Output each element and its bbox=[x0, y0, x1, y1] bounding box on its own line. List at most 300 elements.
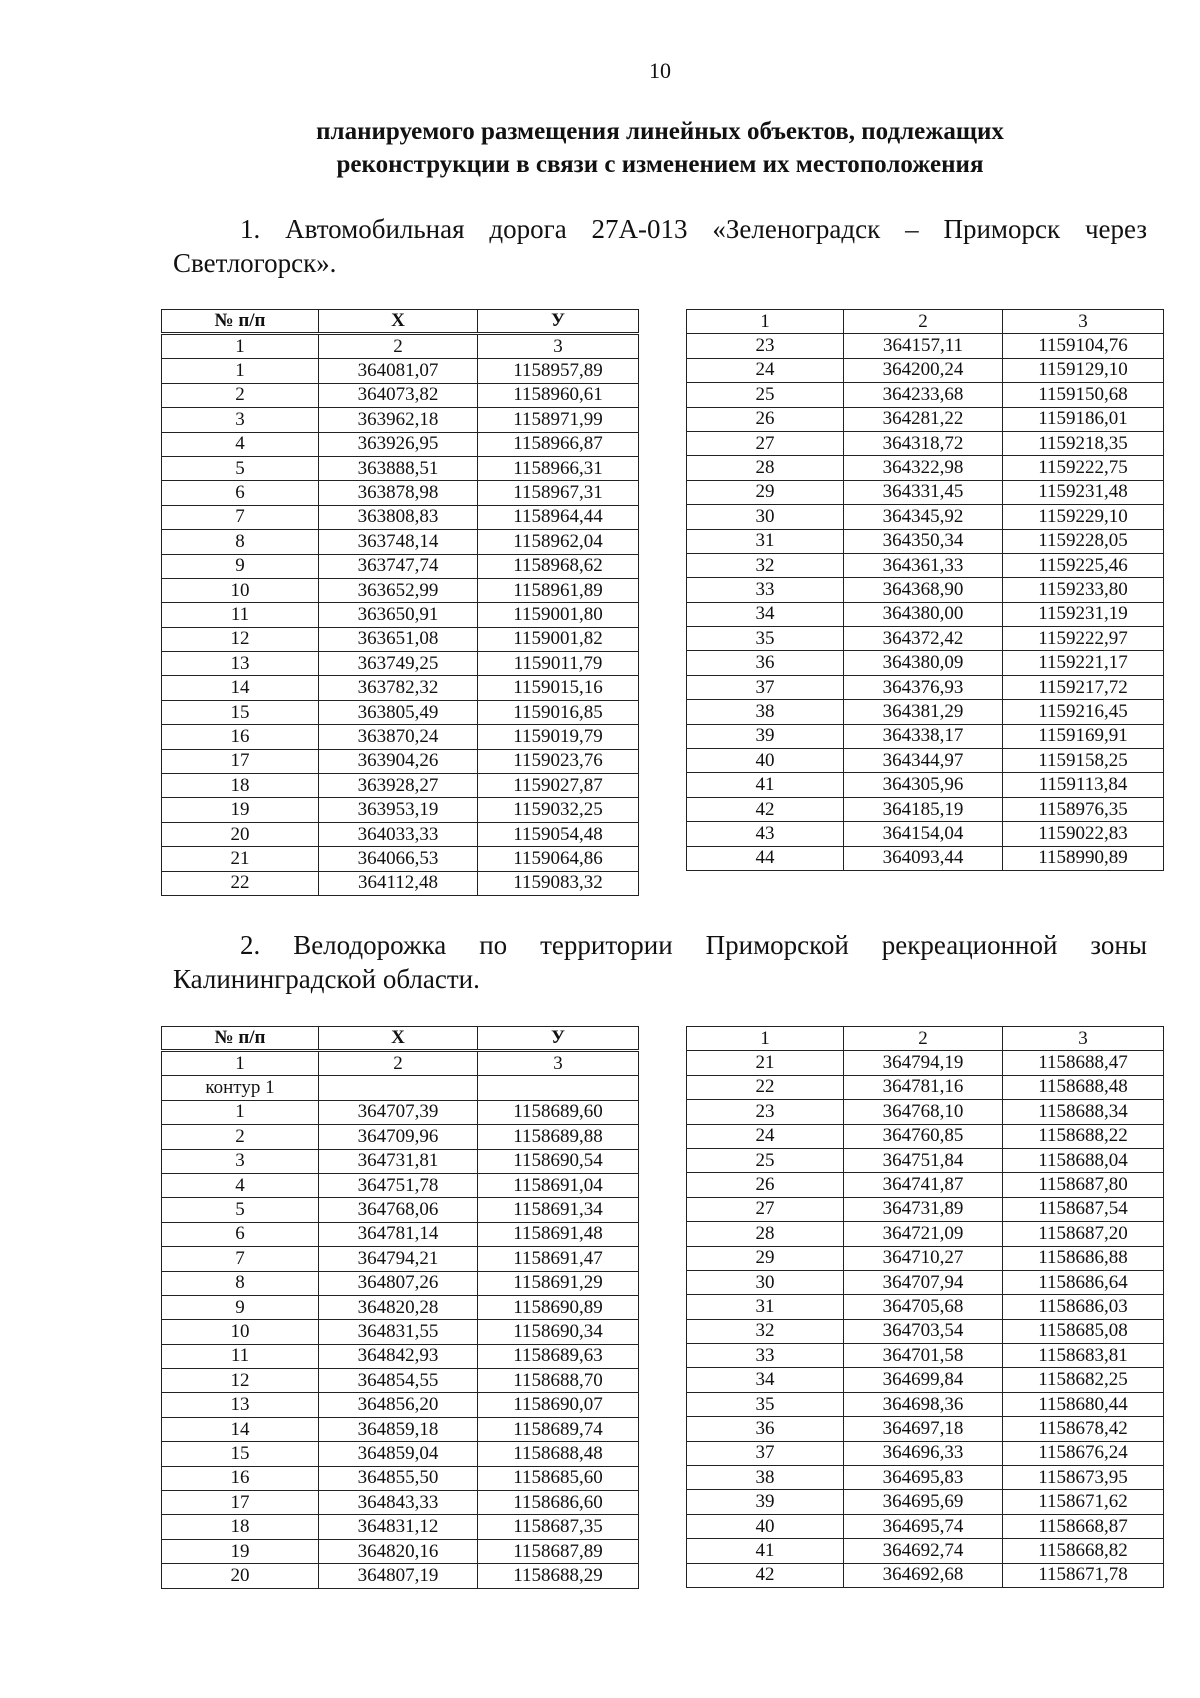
table-row bbox=[687, 1124, 1164, 1148]
x-coordinate: 363878,98 bbox=[319, 481, 478, 505]
x-coordinate: 364350,34 bbox=[844, 529, 1003, 553]
table-row bbox=[162, 1271, 639, 1295]
y-coordinate: 1159083,32 bbox=[478, 871, 639, 895]
table-row bbox=[162, 359, 639, 383]
heading-line-1: планируемого размещения линейных объектов, подлежащих bbox=[316, 118, 1004, 145]
point-number: 43 bbox=[687, 822, 844, 846]
column-number: 1 bbox=[687, 1027, 844, 1051]
table-row bbox=[687, 383, 1164, 407]
section-2-title-line-2: Калининградской области. bbox=[173, 964, 480, 994]
table-row bbox=[162, 481, 639, 505]
x-coordinate: 364807,19 bbox=[319, 1564, 478, 1588]
contour-row bbox=[162, 1076, 639, 1100]
x-coordinate: 364033,33 bbox=[319, 822, 478, 846]
x-coordinate: 363749,25 bbox=[319, 652, 478, 676]
y-coordinate: 1158687,80 bbox=[1003, 1173, 1164, 1197]
x-coordinate: 364368,90 bbox=[844, 578, 1003, 602]
table-row bbox=[687, 1514, 1164, 1538]
point-number: 35 bbox=[687, 1392, 844, 1416]
point-number: 17 bbox=[162, 749, 319, 773]
x-coordinate: 364281,22 bbox=[844, 407, 1003, 431]
y-coordinate: 1159022,83 bbox=[1003, 822, 1164, 846]
x-coordinate: 363926,95 bbox=[319, 432, 478, 456]
table-row bbox=[162, 749, 639, 773]
column-number: 2 bbox=[319, 1051, 478, 1076]
point-number: 7 bbox=[162, 505, 319, 529]
point-number: 34 bbox=[687, 1368, 844, 1392]
table-row bbox=[162, 1198, 639, 1222]
y-coordinate: 1158990,89 bbox=[1003, 846, 1164, 870]
x-coordinate: 364696,33 bbox=[844, 1441, 1003, 1465]
y-coordinate: 1159231,48 bbox=[1003, 480, 1164, 504]
table-row bbox=[687, 553, 1164, 577]
y-coordinate: 1158668,82 bbox=[1003, 1539, 1164, 1563]
x-coordinate: 364695,74 bbox=[844, 1514, 1003, 1538]
y-coordinate: 1158676,24 bbox=[1003, 1441, 1164, 1465]
point-number: 29 bbox=[687, 1246, 844, 1270]
x-coordinate: 364185,19 bbox=[844, 797, 1003, 821]
column-number: 3 bbox=[1003, 1027, 1164, 1051]
table-row bbox=[162, 456, 639, 480]
point-number: 6 bbox=[162, 481, 319, 505]
table-row bbox=[162, 774, 639, 798]
y-coordinate: 1158687,54 bbox=[1003, 1197, 1164, 1221]
x-coordinate: 364831,12 bbox=[319, 1515, 478, 1539]
point-number: 1 bbox=[162, 359, 319, 383]
x-coordinate: 364318,72 bbox=[844, 431, 1003, 455]
table-row bbox=[162, 1564, 639, 1588]
point-number: 27 bbox=[687, 431, 844, 455]
point-number: 10 bbox=[162, 1320, 319, 1344]
table-row bbox=[162, 798, 639, 822]
x-coordinate: 363962,18 bbox=[319, 408, 478, 432]
x-coordinate: 364154,04 bbox=[844, 822, 1003, 846]
x-coordinate: 364093,44 bbox=[844, 846, 1003, 870]
y-coordinate: 1159064,86 bbox=[478, 847, 639, 871]
table-row bbox=[687, 529, 1164, 553]
point-number: 1 bbox=[162, 1100, 319, 1124]
table-row bbox=[687, 1319, 1164, 1343]
table-row bbox=[162, 1125, 639, 1149]
table-row bbox=[162, 1320, 639, 1344]
point-number: 40 bbox=[687, 749, 844, 773]
point-number: 12 bbox=[162, 1369, 319, 1393]
point-number: 8 bbox=[162, 530, 319, 554]
y-coordinate: 1159129,10 bbox=[1003, 358, 1164, 382]
point-number: 36 bbox=[687, 1417, 844, 1441]
table-row bbox=[162, 1417, 639, 1441]
table-row bbox=[687, 724, 1164, 748]
x-coordinate: 364768,10 bbox=[844, 1100, 1003, 1124]
table-row bbox=[162, 700, 639, 724]
y-coordinate: 1158690,07 bbox=[478, 1393, 639, 1417]
table-row bbox=[687, 627, 1164, 651]
x-coordinate: 364794,21 bbox=[319, 1247, 478, 1271]
table-row bbox=[162, 871, 639, 895]
column-header: № п/п bbox=[162, 1027, 319, 1051]
point-number: 13 bbox=[162, 1393, 319, 1417]
y-coordinate: 1158668,87 bbox=[1003, 1514, 1164, 1538]
y-coordinate: 1158688,29 bbox=[478, 1564, 639, 1588]
point-number: 42 bbox=[687, 797, 844, 821]
table-row bbox=[162, 1100, 639, 1124]
table-row bbox=[687, 675, 1164, 699]
y-coordinate: 1159027,87 bbox=[478, 774, 639, 798]
table-row bbox=[687, 822, 1164, 846]
x-coordinate: 364345,92 bbox=[844, 505, 1003, 529]
table-row bbox=[687, 1344, 1164, 1368]
x-coordinate: 364233,68 bbox=[844, 383, 1003, 407]
x-coordinate: 363652,99 bbox=[319, 578, 478, 602]
y-coordinate: 1158689,60 bbox=[478, 1100, 639, 1124]
x-coordinate: 364073,82 bbox=[319, 383, 478, 407]
x-coordinate: 364843,33 bbox=[319, 1491, 478, 1515]
table-row bbox=[162, 530, 639, 554]
column-number-row bbox=[162, 1051, 639, 1076]
table-row bbox=[687, 1441, 1164, 1465]
x-coordinate: 364322,98 bbox=[844, 456, 1003, 480]
table-row bbox=[687, 334, 1164, 358]
y-coordinate: 1158688,22 bbox=[1003, 1124, 1164, 1148]
y-coordinate: 1158680,44 bbox=[1003, 1392, 1164, 1416]
x-coordinate: 364856,20 bbox=[319, 1393, 478, 1417]
x-coordinate: 363651,08 bbox=[319, 627, 478, 651]
table-row bbox=[162, 1295, 639, 1319]
y-coordinate: 1159150,68 bbox=[1003, 383, 1164, 407]
point-number: 36 bbox=[687, 651, 844, 675]
point-number: 9 bbox=[162, 1295, 319, 1319]
point-number: 17 bbox=[162, 1491, 319, 1515]
x-coordinate: 364820,16 bbox=[319, 1539, 478, 1563]
x-coordinate: 364710,27 bbox=[844, 1246, 1003, 1270]
table-header-row bbox=[162, 310, 639, 334]
table-row bbox=[162, 627, 639, 651]
column-header: № п/п bbox=[162, 310, 319, 334]
point-number: 11 bbox=[162, 1344, 319, 1368]
y-coordinate: 1158691,29 bbox=[478, 1271, 639, 1295]
y-coordinate: 1159023,76 bbox=[478, 749, 639, 773]
x-coordinate: 364709,96 bbox=[319, 1125, 478, 1149]
column-header: Х bbox=[319, 310, 478, 334]
x-coordinate: 364376,93 bbox=[844, 675, 1003, 699]
y-coordinate: 1159233,80 bbox=[1003, 578, 1164, 602]
table-row bbox=[162, 1515, 639, 1539]
section-1-title bbox=[173, 212, 1147, 280]
point-number: 15 bbox=[162, 1442, 319, 1466]
y-coordinate: 1158683,81 bbox=[1003, 1344, 1164, 1368]
x-coordinate: 364859,18 bbox=[319, 1417, 478, 1441]
y-coordinate: 1158688,47 bbox=[1003, 1051, 1164, 1075]
y-coordinate: 1158971,99 bbox=[478, 408, 639, 432]
table-row bbox=[162, 1247, 639, 1271]
point-number: 41 bbox=[687, 773, 844, 797]
point-number: 7 bbox=[162, 1247, 319, 1271]
point-number: 32 bbox=[687, 553, 844, 577]
x-coordinate: 364794,19 bbox=[844, 1051, 1003, 1075]
x-coordinate: 364707,39 bbox=[319, 1100, 478, 1124]
table-row bbox=[687, 456, 1164, 480]
y-coordinate: 1159229,10 bbox=[1003, 505, 1164, 529]
section-1-coordinates-table-right bbox=[686, 309, 1164, 871]
point-number: 24 bbox=[687, 1124, 844, 1148]
table-row bbox=[687, 358, 1164, 382]
y-coordinate: 1158691,04 bbox=[478, 1173, 639, 1197]
table-row bbox=[162, 603, 639, 627]
x-coordinate: 364855,50 bbox=[319, 1466, 478, 1490]
point-number: 33 bbox=[687, 578, 844, 602]
table-row bbox=[687, 480, 1164, 504]
point-number: 11 bbox=[162, 603, 319, 627]
y-coordinate: 1158964,44 bbox=[478, 505, 639, 529]
point-number: 31 bbox=[687, 1295, 844, 1319]
x-coordinate: 364751,78 bbox=[319, 1173, 478, 1197]
point-number: 16 bbox=[162, 1466, 319, 1490]
heading-line-2: реконструкции в связи с изменением их местоположения bbox=[336, 151, 984, 178]
table-row bbox=[162, 676, 639, 700]
point-number: 42 bbox=[687, 1563, 844, 1587]
point-number: 18 bbox=[162, 774, 319, 798]
y-coordinate: 1158688,04 bbox=[1003, 1148, 1164, 1172]
column-number-row bbox=[687, 1027, 1164, 1051]
y-coordinate: 1158962,04 bbox=[478, 530, 639, 554]
x-coordinate: 364200,24 bbox=[844, 358, 1003, 382]
y-coordinate: 1158686,88 bbox=[1003, 1246, 1164, 1270]
table-row bbox=[687, 1197, 1164, 1221]
y-coordinate: 1158685,60 bbox=[478, 1466, 639, 1490]
x-coordinate: 364731,81 bbox=[319, 1149, 478, 1173]
point-number: 28 bbox=[687, 456, 844, 480]
x-coordinate: 364361,33 bbox=[844, 553, 1003, 577]
point-number: 39 bbox=[687, 1490, 844, 1514]
point-number: 26 bbox=[687, 1173, 844, 1197]
point-number: 4 bbox=[162, 1173, 319, 1197]
x-coordinate: 364807,26 bbox=[319, 1271, 478, 1295]
x-coordinate: 364305,96 bbox=[844, 773, 1003, 797]
y-coordinate: 1159169,91 bbox=[1003, 724, 1164, 748]
x-coordinate: 363782,32 bbox=[319, 676, 478, 700]
table-row bbox=[687, 651, 1164, 675]
y-coordinate: 1159216,45 bbox=[1003, 700, 1164, 724]
y-coordinate: 1158689,63 bbox=[478, 1344, 639, 1368]
point-number: 18 bbox=[162, 1515, 319, 1539]
table-row bbox=[687, 1368, 1164, 1392]
point-number: 20 bbox=[162, 822, 319, 846]
point-number: 4 bbox=[162, 432, 319, 456]
table-row bbox=[687, 1466, 1164, 1490]
y-coordinate: 1158686,64 bbox=[1003, 1270, 1164, 1294]
table-row bbox=[162, 1442, 639, 1466]
table-row bbox=[687, 1563, 1164, 1587]
point-number: 9 bbox=[162, 554, 319, 578]
section-1-title-line-2: Светлогорск». bbox=[173, 248, 337, 278]
x-coordinate: 363904,26 bbox=[319, 749, 478, 773]
point-number: 22 bbox=[162, 871, 319, 895]
table-header-row bbox=[162, 1027, 639, 1051]
table-row bbox=[162, 1491, 639, 1515]
section-2-title bbox=[173, 928, 1147, 996]
y-coordinate: 1158688,48 bbox=[478, 1442, 639, 1466]
y-coordinate: 1159016,85 bbox=[478, 700, 639, 724]
table-row bbox=[687, 1295, 1164, 1319]
y-coordinate: 1159019,79 bbox=[478, 725, 639, 749]
table-row bbox=[162, 554, 639, 578]
table-row bbox=[687, 797, 1164, 821]
table-row bbox=[687, 1075, 1164, 1099]
point-number: 30 bbox=[687, 1270, 844, 1294]
point-number: 38 bbox=[687, 700, 844, 724]
table-row bbox=[687, 700, 1164, 724]
y-coordinate: 1158686,03 bbox=[1003, 1295, 1164, 1319]
column-number: 2 bbox=[844, 310, 1003, 334]
point-number: 35 bbox=[687, 627, 844, 651]
point-number: 5 bbox=[162, 1198, 319, 1222]
y-coordinate: 1159186,01 bbox=[1003, 407, 1164, 431]
empty-cell bbox=[319, 1076, 478, 1100]
point-number: 21 bbox=[687, 1051, 844, 1075]
table-row bbox=[162, 432, 639, 456]
y-coordinate: 1158686,60 bbox=[478, 1491, 639, 1515]
y-coordinate: 1159158,25 bbox=[1003, 749, 1164, 773]
table-row bbox=[687, 846, 1164, 870]
table-row bbox=[687, 1490, 1164, 1514]
column-number: 1 bbox=[162, 334, 319, 359]
empty-cell bbox=[478, 1076, 639, 1100]
table-row bbox=[162, 578, 639, 602]
x-coordinate: 364831,55 bbox=[319, 1320, 478, 1344]
y-coordinate: 1159218,35 bbox=[1003, 431, 1164, 455]
y-coordinate: 1158690,54 bbox=[478, 1149, 639, 1173]
column-number: 3 bbox=[478, 1051, 639, 1076]
y-coordinate: 1158966,87 bbox=[478, 432, 639, 456]
x-coordinate: 364820,28 bbox=[319, 1295, 478, 1319]
table-row bbox=[162, 1222, 639, 1246]
point-number: 23 bbox=[687, 1100, 844, 1124]
point-number: 20 bbox=[162, 1564, 319, 1588]
y-coordinate: 1159217,72 bbox=[1003, 675, 1164, 699]
x-coordinate: 364741,87 bbox=[844, 1173, 1003, 1197]
point-number: 40 bbox=[687, 1514, 844, 1538]
section-2-coordinates-table-left bbox=[161, 1026, 639, 1589]
table-row bbox=[162, 1344, 639, 1368]
x-coordinate: 364381,29 bbox=[844, 700, 1003, 724]
y-coordinate: 1158690,89 bbox=[478, 1295, 639, 1319]
x-coordinate: 364695,83 bbox=[844, 1466, 1003, 1490]
table-row bbox=[162, 383, 639, 407]
point-number: 32 bbox=[687, 1319, 844, 1343]
table-row bbox=[687, 1222, 1164, 1246]
point-number: 24 bbox=[687, 358, 844, 382]
table-row bbox=[687, 578, 1164, 602]
point-number: 28 bbox=[687, 1222, 844, 1246]
page-number: 10 bbox=[649, 58, 671, 83]
x-coordinate: 364781,16 bbox=[844, 1075, 1003, 1099]
point-number: 16 bbox=[162, 725, 319, 749]
document-heading bbox=[200, 115, 1120, 181]
point-number: 30 bbox=[687, 505, 844, 529]
point-number: 8 bbox=[162, 1271, 319, 1295]
x-coordinate: 364854,55 bbox=[319, 1369, 478, 1393]
x-coordinate: 364157,11 bbox=[844, 334, 1003, 358]
table-row bbox=[162, 1369, 639, 1393]
y-coordinate: 1158976,35 bbox=[1003, 797, 1164, 821]
point-number: 37 bbox=[687, 675, 844, 699]
point-number: 3 bbox=[162, 408, 319, 432]
x-coordinate: 364697,18 bbox=[844, 1417, 1003, 1441]
table-row bbox=[687, 1539, 1164, 1563]
y-coordinate: 1158957,89 bbox=[478, 359, 639, 383]
x-coordinate: 364768,06 bbox=[319, 1198, 478, 1222]
column-header: Х bbox=[319, 1027, 478, 1051]
section-1-title-line-1: 1. Автомобильная дорога 27А-013 «Зеленоградск – Приморск через bbox=[240, 214, 1147, 244]
y-coordinate: 1158961,89 bbox=[478, 578, 639, 602]
column-number-row bbox=[687, 310, 1164, 334]
point-number: 41 bbox=[687, 1539, 844, 1563]
x-coordinate: 363928,27 bbox=[319, 774, 478, 798]
y-coordinate: 1158689,88 bbox=[478, 1125, 639, 1149]
point-number: 14 bbox=[162, 676, 319, 700]
table-row bbox=[162, 1173, 639, 1197]
point-number: 22 bbox=[687, 1075, 844, 1099]
y-coordinate: 1158960,61 bbox=[478, 383, 639, 407]
table-row bbox=[687, 1270, 1164, 1294]
column-number: 1 bbox=[687, 310, 844, 334]
column-number: 3 bbox=[478, 334, 639, 359]
x-coordinate: 364703,54 bbox=[844, 1319, 1003, 1343]
y-coordinate: 1159222,97 bbox=[1003, 627, 1164, 651]
table-row bbox=[687, 431, 1164, 455]
point-number: 3 bbox=[162, 1149, 319, 1173]
point-number: 31 bbox=[687, 529, 844, 553]
x-coordinate: 364112,48 bbox=[319, 871, 478, 895]
table-row bbox=[687, 1417, 1164, 1441]
table-row bbox=[687, 1051, 1164, 1075]
point-number: 10 bbox=[162, 578, 319, 602]
point-number: 6 bbox=[162, 1222, 319, 1246]
x-coordinate: 364344,97 bbox=[844, 749, 1003, 773]
table-row bbox=[687, 505, 1164, 529]
column-header: У bbox=[478, 310, 639, 334]
y-coordinate: 1159228,05 bbox=[1003, 529, 1164, 553]
x-coordinate: 363805,49 bbox=[319, 700, 478, 724]
x-coordinate: 364692,68 bbox=[844, 1563, 1003, 1587]
x-coordinate: 363747,74 bbox=[319, 554, 478, 578]
column-number: 1 bbox=[162, 1051, 319, 1076]
y-coordinate: 1159104,76 bbox=[1003, 334, 1164, 358]
y-coordinate: 1158688,34 bbox=[1003, 1100, 1164, 1124]
y-coordinate: 1159221,17 bbox=[1003, 651, 1164, 675]
x-coordinate: 363870,24 bbox=[319, 725, 478, 749]
section-2-coordinates-table-right bbox=[686, 1026, 1164, 1588]
y-coordinate: 1158689,74 bbox=[478, 1417, 639, 1441]
table-row bbox=[162, 725, 639, 749]
x-coordinate: 364699,84 bbox=[844, 1368, 1003, 1392]
point-number: 21 bbox=[162, 847, 319, 871]
point-number: 44 bbox=[687, 846, 844, 870]
point-number: 34 bbox=[687, 602, 844, 626]
point-number: 29 bbox=[687, 480, 844, 504]
y-coordinate: 1158968,62 bbox=[478, 554, 639, 578]
x-coordinate: 364760,85 bbox=[844, 1124, 1003, 1148]
table-row bbox=[687, 407, 1164, 431]
table-row bbox=[687, 1148, 1164, 1172]
x-coordinate: 364701,58 bbox=[844, 1344, 1003, 1368]
section-1-coordinates-table-left bbox=[161, 309, 639, 896]
table-row bbox=[687, 1392, 1164, 1416]
y-coordinate: 1159113,84 bbox=[1003, 773, 1164, 797]
y-coordinate: 1159015,16 bbox=[478, 676, 639, 700]
column-number: 2 bbox=[844, 1027, 1003, 1051]
point-number: 38 bbox=[687, 1466, 844, 1490]
